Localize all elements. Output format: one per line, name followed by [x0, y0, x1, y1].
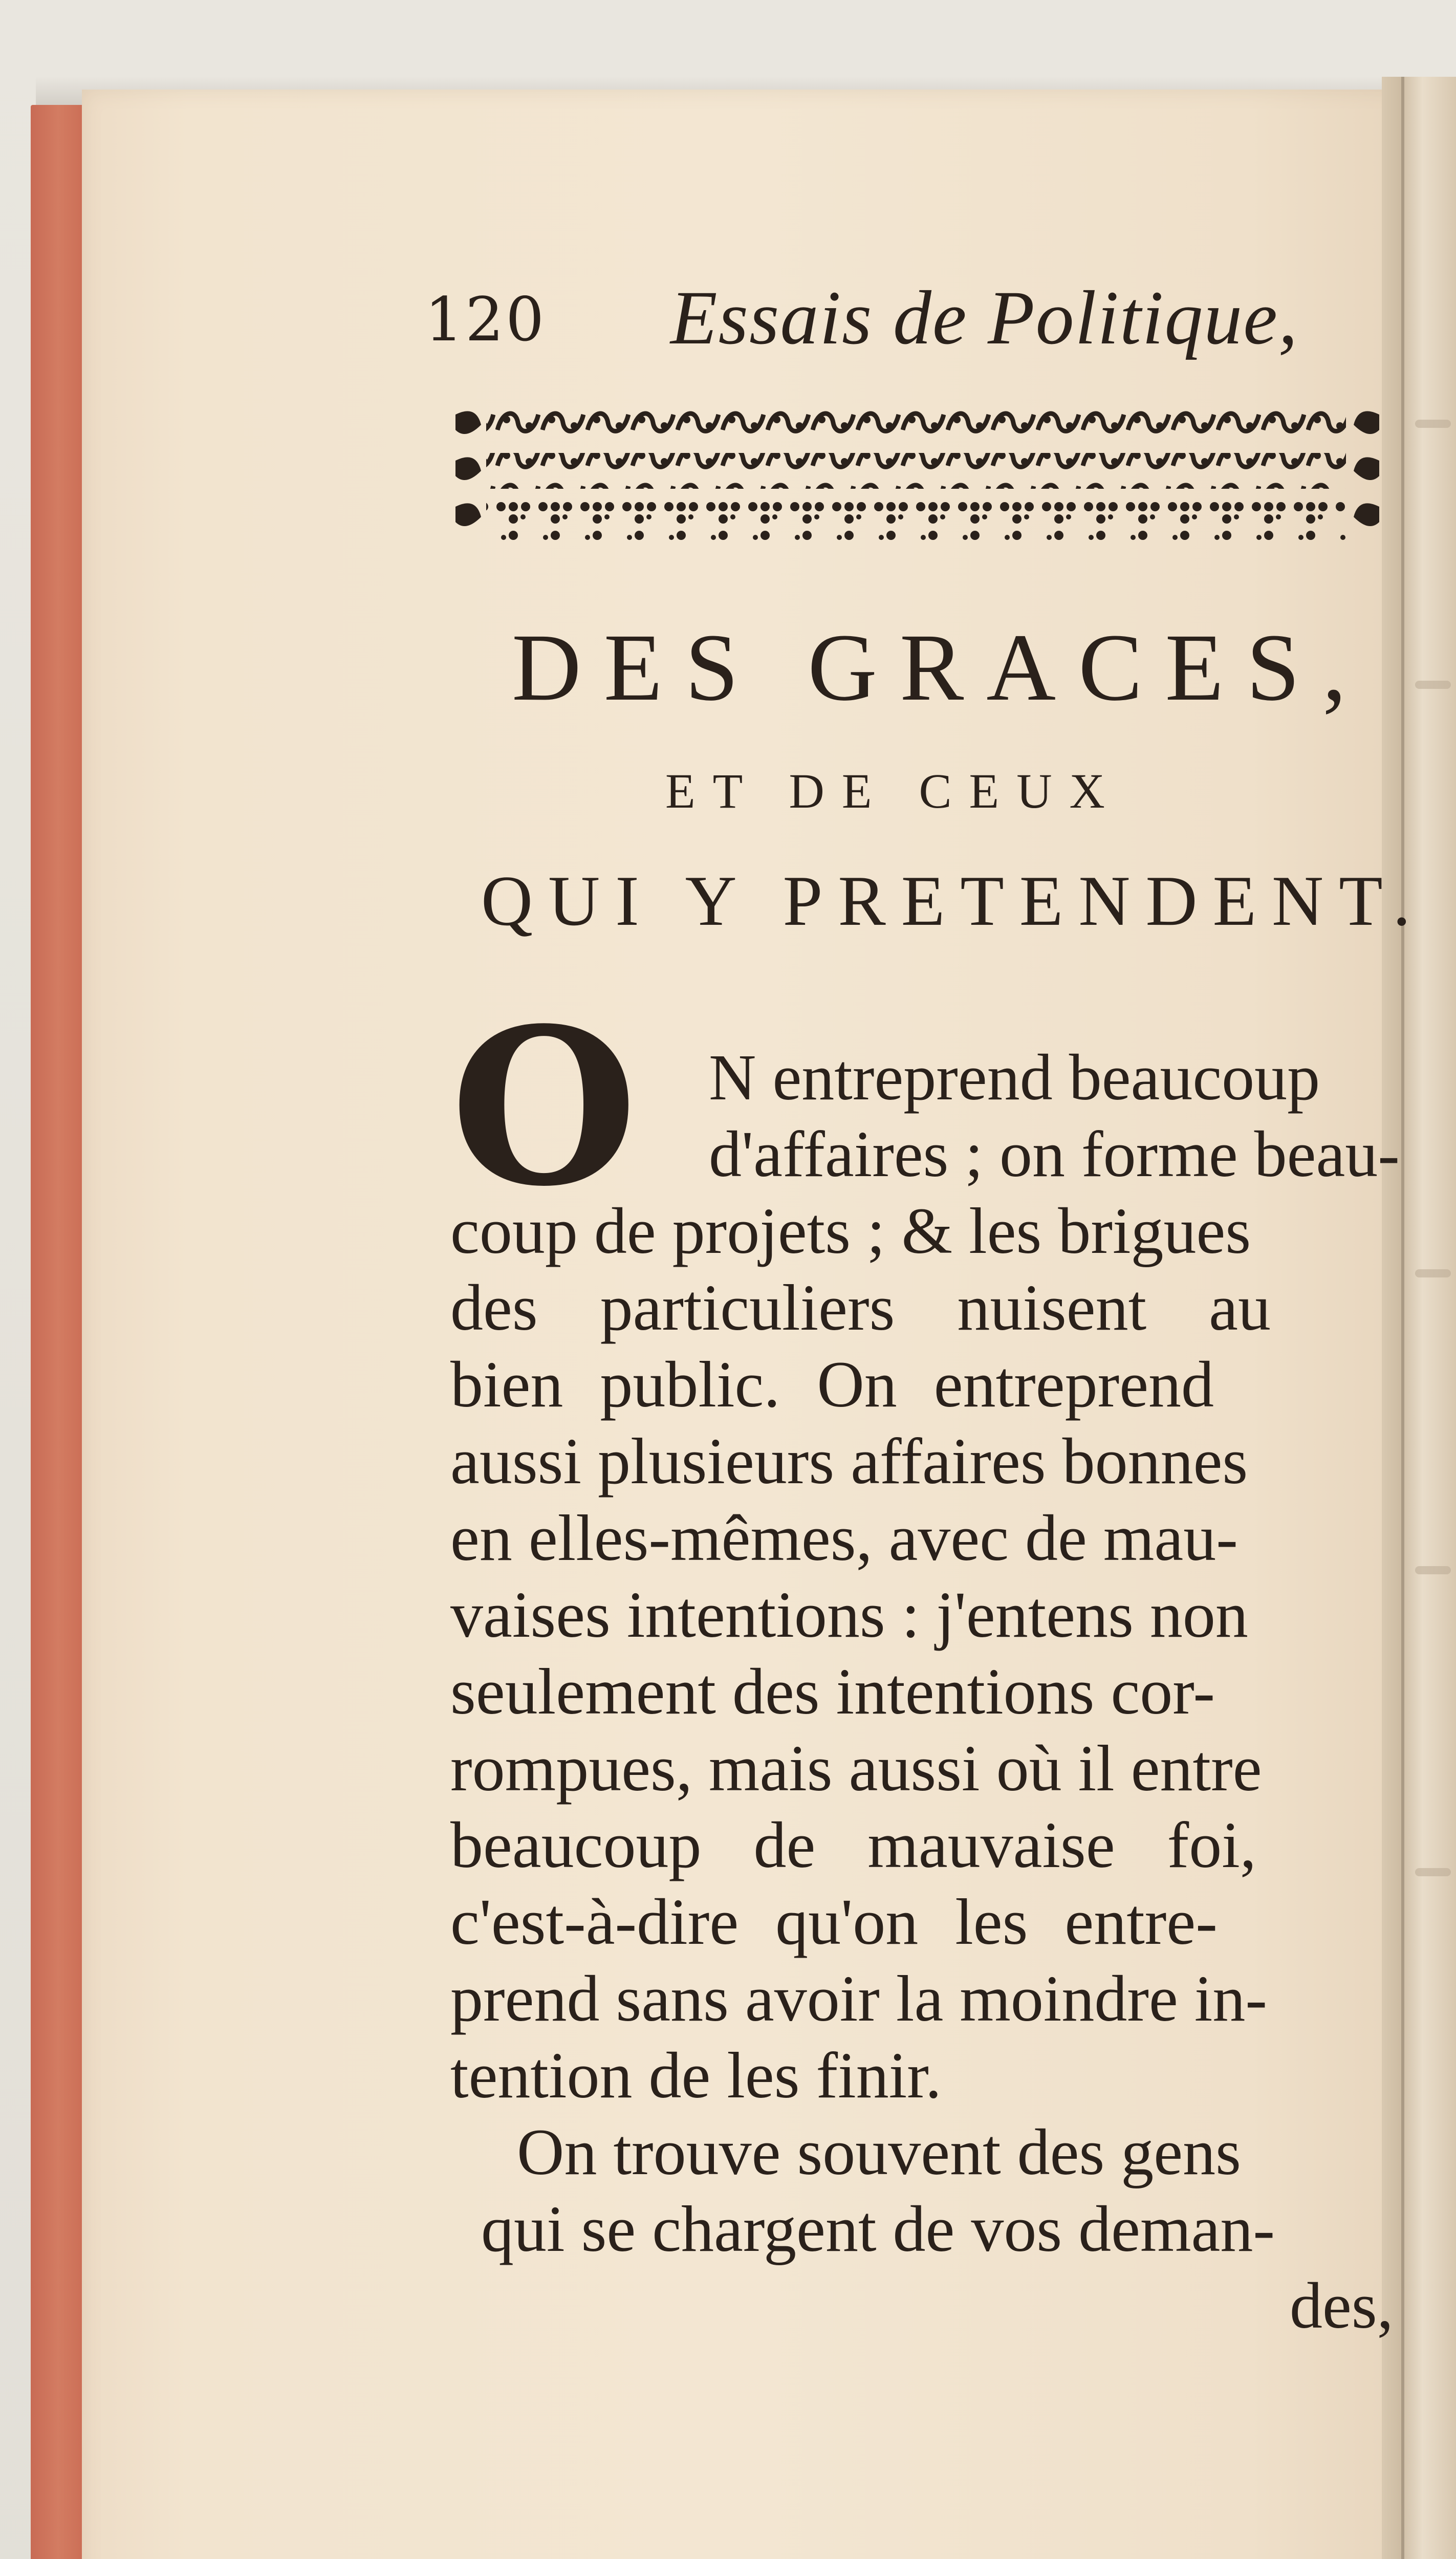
- ornament-band: [450, 404, 1384, 550]
- body-line: tention de les finir.: [450, 2039, 942, 2112]
- drop-cap: O: [450, 982, 638, 1234]
- bleed-through-mark: [1415, 1269, 1451, 1277]
- bleed-through-mark: [1415, 420, 1451, 428]
- body-line: beaucoup de mauvaise foi,: [450, 1809, 1256, 1881]
- body-line: en elles-mêmes, avec de mau-: [450, 1502, 1238, 1574]
- bleed-through-mark: [1415, 681, 1451, 689]
- body-line: des particuliers nuisent au: [450, 1271, 1271, 1344]
- body-line: On trouve souvent des gens: [517, 2116, 1241, 2188]
- bleed-through-mark: [1415, 1868, 1451, 1876]
- chapter-title-line-3: QUI Y PRETENDENT.: [481, 861, 1426, 941]
- chapter-title-line-2: ET DE CEUX: [665, 764, 1122, 818]
- body-line: c'est-à-dire qu'on les entre-: [450, 1885, 1218, 1958]
- catchword: des,: [1290, 2269, 1394, 2342]
- body-line: coup de projets ; & les brigues: [450, 1195, 1251, 1267]
- body-line: bien public. On entreprend: [450, 1348, 1214, 1421]
- chapter-title-line-1: DES GRACES,: [512, 614, 1369, 721]
- body-line: qui se chargent de vos deman-: [481, 2193, 1275, 2265]
- running-title: Essais de Politique,: [670, 275, 1299, 360]
- body-line: prend sans avoir la moindre in-: [450, 1962, 1267, 2035]
- body-line: seulement des intentions cor-: [450, 1655, 1215, 1728]
- body-line: aussi plusieurs affaires bonnes: [450, 1425, 1248, 1498]
- page-number: 120: [425, 284, 547, 355]
- body-line: rompues, mais aussi où il entre: [450, 1732, 1262, 1805]
- body-line: N entreprend beaucoup: [709, 1041, 1320, 1114]
- book-gutter: [1382, 77, 1456, 2559]
- body-line: vaises intentions : j'entens non: [450, 1578, 1248, 1651]
- gutter-fold: [1401, 77, 1404, 2559]
- body-line: d'affaires ; on forme beau-: [709, 1118, 1400, 1190]
- bleed-through-mark: [1415, 1566, 1451, 1574]
